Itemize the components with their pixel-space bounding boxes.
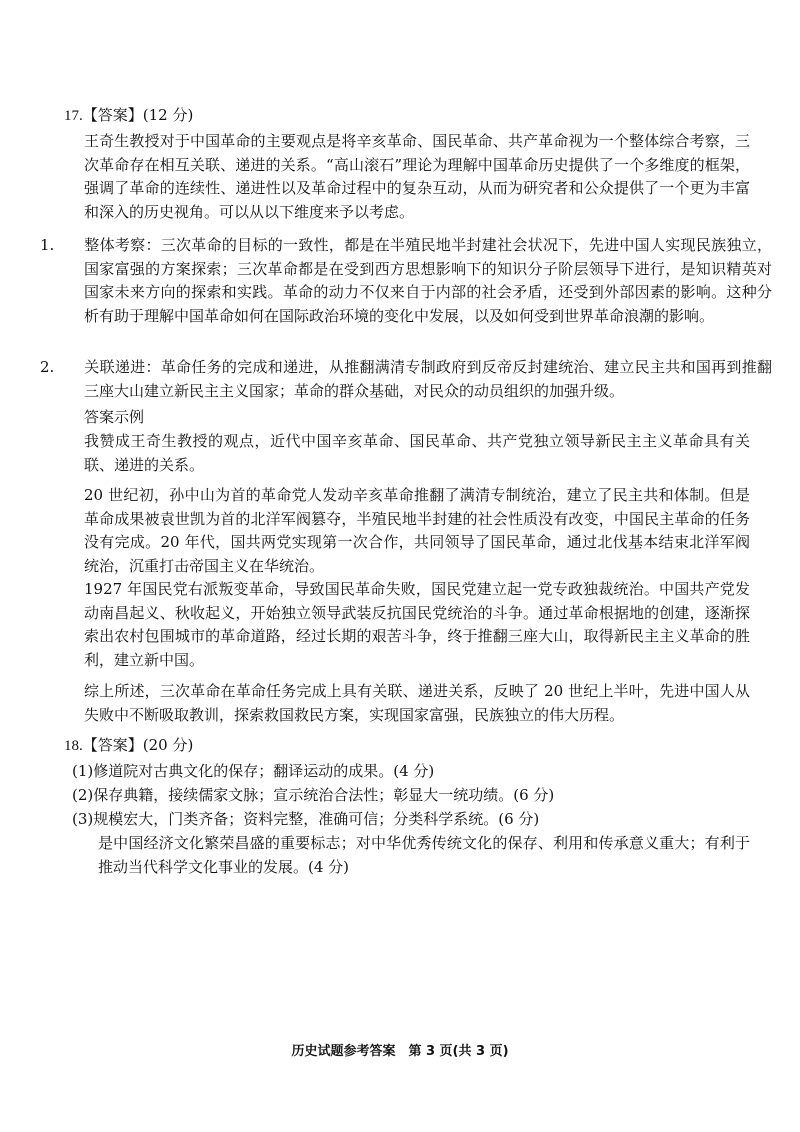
q18-answer-1: (1)修道院对古典文化的保存；翻译运动的成果。(4 分) xyxy=(72,762,435,780)
q17-point-2-index: 2. xyxy=(40,358,55,376)
example-paragraph-1: 我赞成王奇生教授的观点，近代中国辛亥革命、国民革命、共产党独立领导新民主主义革命具有关联、递进的关系。 xyxy=(84,432,750,474)
q18-answer-3: (3)规模宏大，门类齐备；资料完整，准确可信；分类科学系统。(6 分) xyxy=(72,810,540,828)
q17-point-1 xyxy=(40,234,772,328)
q17-header xyxy=(64,104,193,127)
example-paragraph-3: 1927 年国民党右派叛变革命，导致国民革命失败，国民党建立起一党专政独裁统治。中国共产党发动南昌起义、秋收起义，开始独立领导武装反抗国民党统治的斗争。通过革命根据地的创建，逐渐探索出农村包围城市的革命道路，经过长期的艰苦斗争，终于推翻三座大山，取得新民主主义革命的胜利，建立新中国。 xyxy=(84,580,750,669)
q17-point-1-text: 整体考察：三次革命的目标的一致性，都是在半殖民地半封建社会状况下，先进中国人实现民族独立，国家富强的方案探索；三次革命都是在受到西方思想影响下的知识分子阶层领导下进行，是知识精英对国家未来方向的探索和实践。革命的动力不仅来自于内部的社会矛盾，还受到外部因素的影响。这种分析有助于理解中国革命如何在国际政治环境的变化中发展，以及如何受到世界革命浪潮的影响。 xyxy=(84,236,772,325)
q17-point-2-text: 关联递进：革命任务的完成和递进，从推翻满清专制政府到反帝反封建统治、建立民主共和国再到推翻三座大山建立新民主主义国家；革命的群众基础，对民众的动员组织的加强升级。 xyxy=(84,358,772,400)
example-paragraph-4: 综上所述，三次革命在革命任务完成上具有关联、递进关系，反映了 20 世纪上半叶，先进中国人从失败中不断吸取教训，探索救国救民方案，实现国家富强，民族独立的伟大历程。 xyxy=(84,682,750,724)
q18-label: 【答案】(20 分) xyxy=(82,736,194,754)
example-paragraph-2: 20 世纪初，孙中山为首的革命党人发动辛亥革命推翻了满清专制统治，建立了民主共和体制。但是革命成果被袁世凯为首的北洋军阀篡夺，半殖民地半封建的社会性质没有改变，中国民主革命的任务没有完成。20 年代，国共两党实现第一次合作，共同领导了国民革命，通过北伐基本结束北洋军阀统治，沉重打击帝国主义在华统治。 xyxy=(84,486,750,575)
q18-answer-2: (2)保存典籍，接续儒家文脉；宣示统治合法性；彰显大一统功绩。(6 分) xyxy=(72,786,555,804)
q17-intro: 王奇生教授对于中国革命的主要观点是将辛亥革命、国民革命、共产革命视为一个整体综合考察，三次革命存在相互关联、递进的关系。“高山滚石”理论为理解中国革命历史提供了一个多维度的框架，强调了革命的连续性、递进性以及革命过程中的复杂互动，从而为研究者和公众提供了一个更为丰富和深入的历史视角。可以从以下维度来予以考虑。 xyxy=(84,132,750,221)
q18-header xyxy=(64,734,193,757)
q18-answer-3-continued: 是中国经济文化繁荣昌盛的重要标志；对中华优秀传统文化的保存、利用和传承意义重大；有利于推动当代科学文化事业的发展。(4 分) xyxy=(98,834,750,876)
q17-label: 【答案】(12 分) xyxy=(82,106,194,124)
q17-point-2 xyxy=(40,356,772,403)
q18-number: 18. xyxy=(64,738,83,754)
example-title: 答案示例 xyxy=(84,408,145,426)
page-footer: 历史试题参考答案 第 3 页(共 3 页) xyxy=(291,1044,509,1059)
q17-number: 17. xyxy=(64,108,83,124)
q17-point-1-index: 1. xyxy=(40,236,55,254)
